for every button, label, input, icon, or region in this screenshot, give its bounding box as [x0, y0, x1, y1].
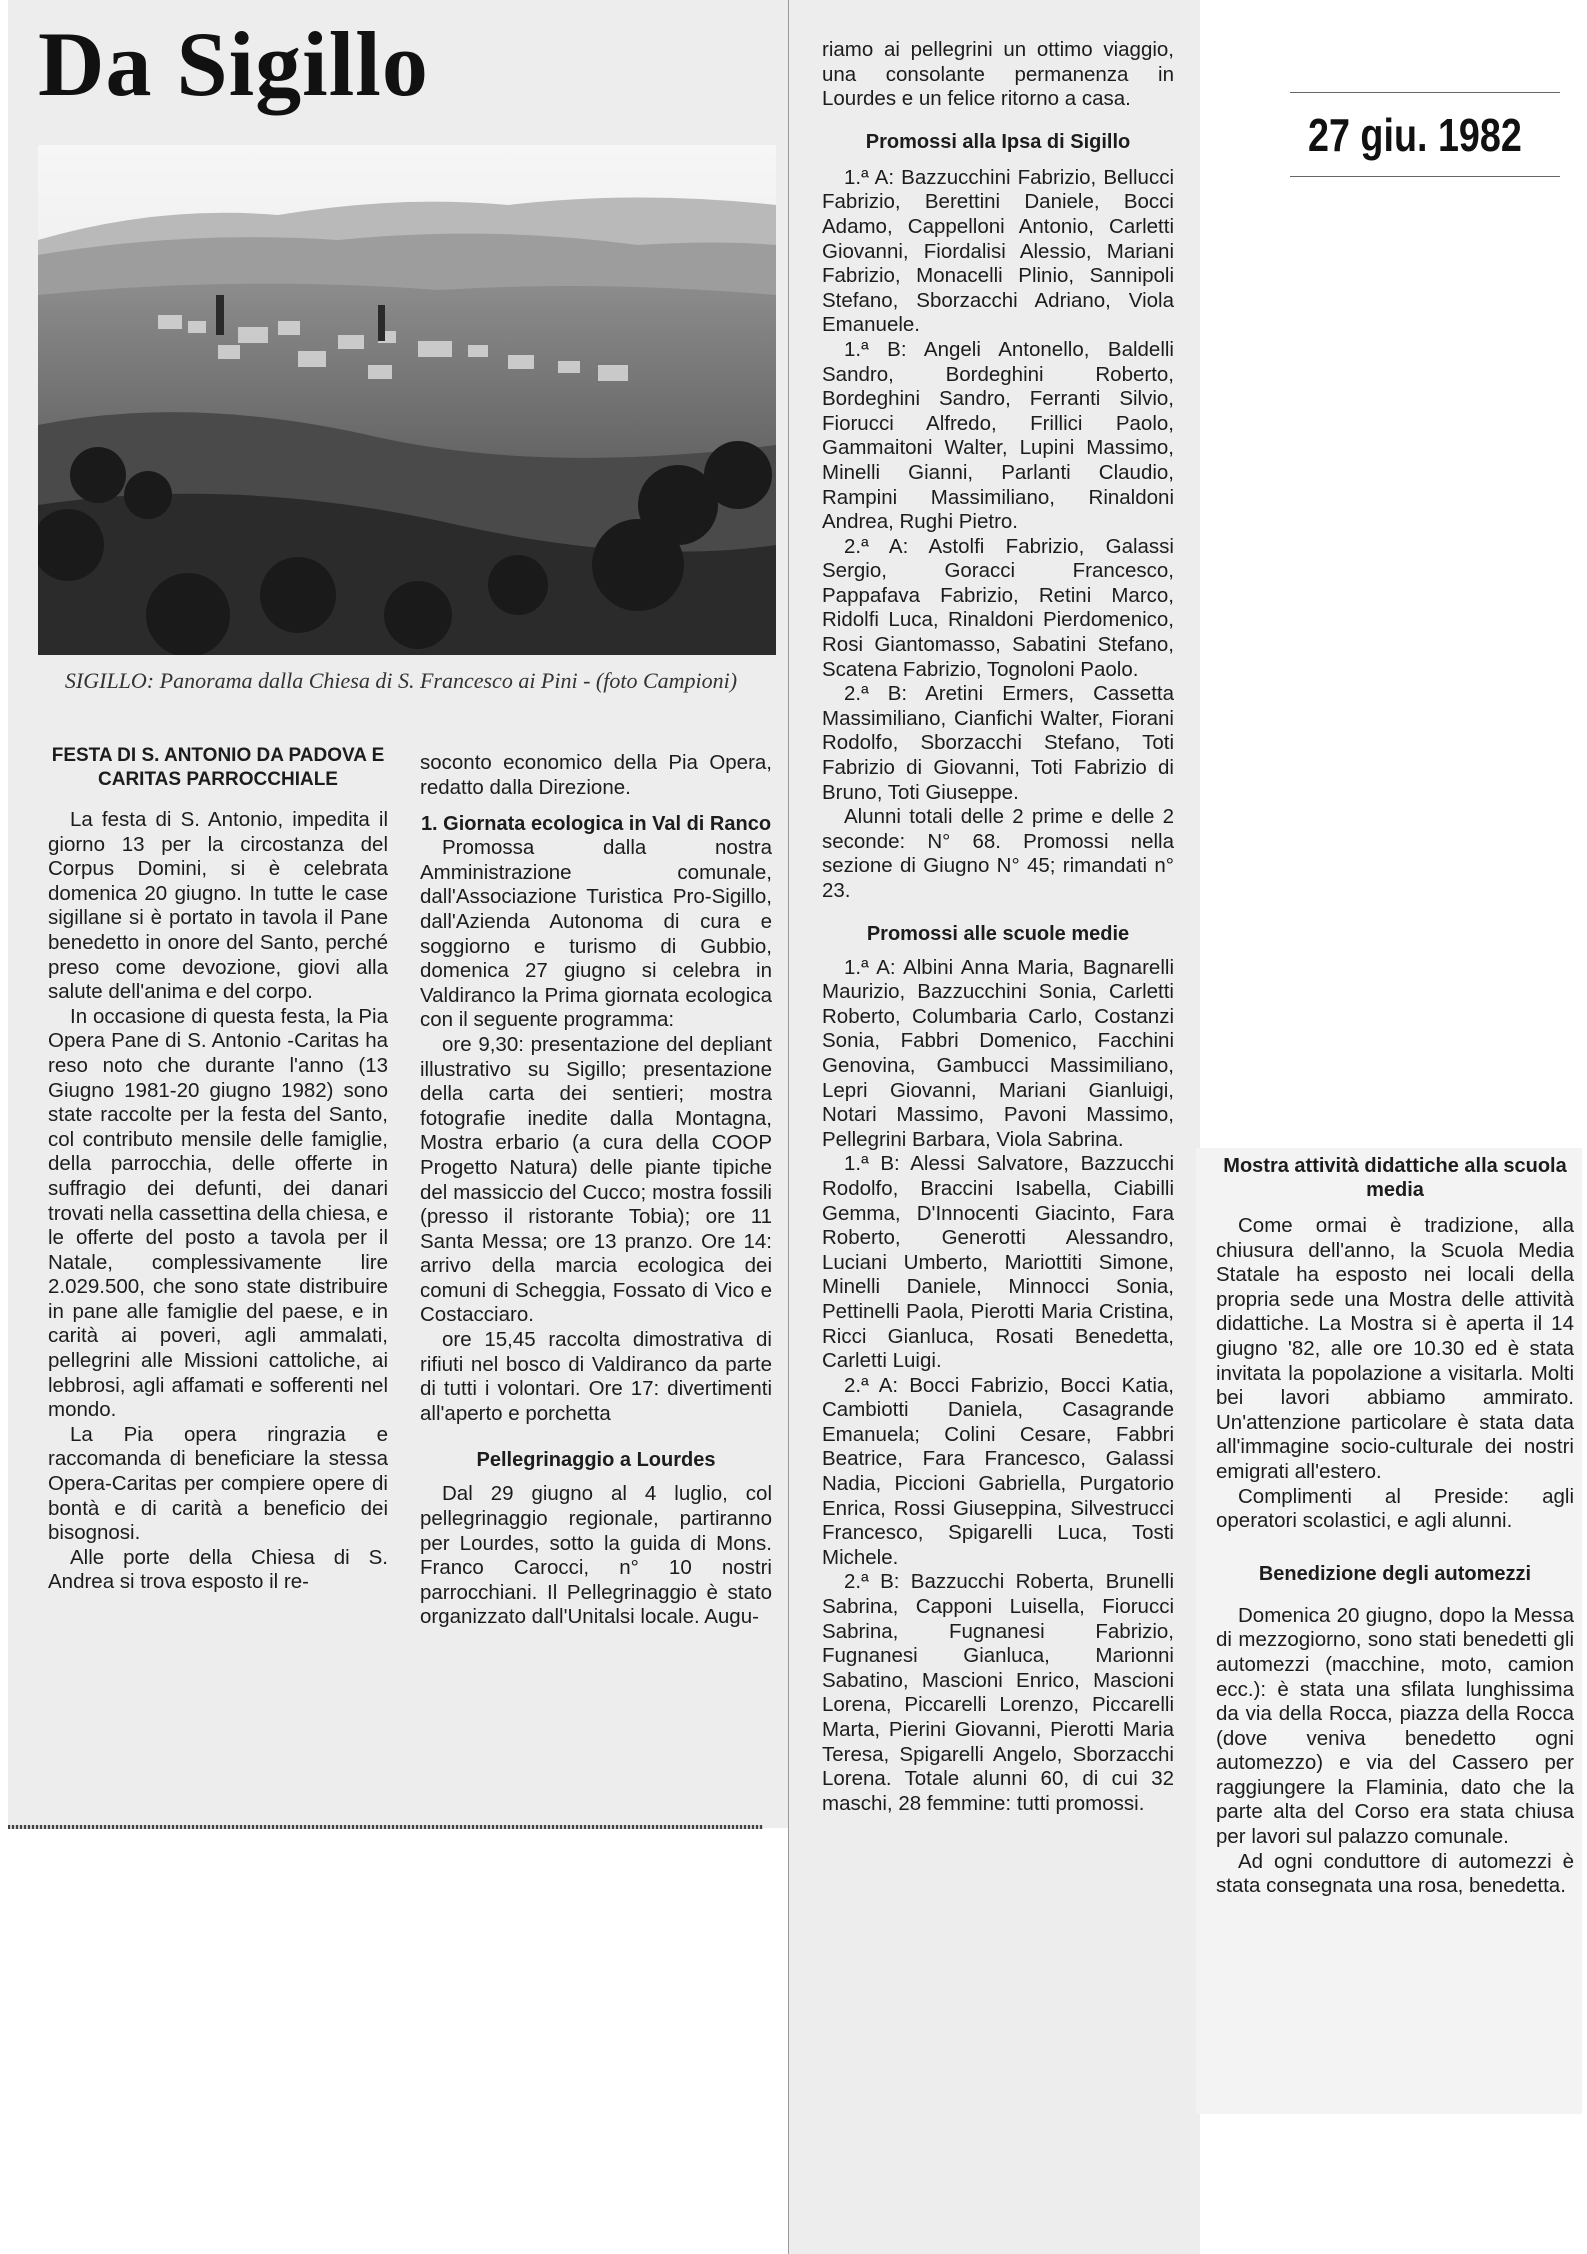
panorama-illustration	[38, 145, 776, 655]
photo-caption: SIGILLO: Panorama dalla Chiesa di S. Francesco ai Pini - (foto Campioni)	[64, 668, 738, 693]
heading-festa-s-antonio: FESTA DI S. ANTONIO DA PADOVA E CARITAS PARROCCHIALE	[51, 745, 385, 790]
mostra-paragraph: Complimenti al Preside: agli operatori scolastici, e agli alunni.	[1216, 1484, 1574, 1533]
festa-paragraph: La festa di S. Antonio, impedita il giorno 13 per la circostanza del Corpus Domini, si è celebrata domenica 20 giugno. In tutte le case sigillane si è portato in tavola il Pane benedetto in onore del Santo, perché preso come devozione, giovi alla salute dell'anima e del corpo.	[48, 808, 388, 1004]
date-rule-top	[1290, 92, 1560, 93]
mostra-paragraph: Come ormai è tradizione, alla chiusura dell'anno, la Scuola Media Statale ha esposto nei locali della propria sede una Mostra delle attività didattiche. La Mostra si è aperta il 14 giugno '82, alle ore 10.30 ed è stata invitata la popolazione a visitarla. Molti bei lavori abbiamo ammirato. Un'attenzione particolare è stata data all'immagine socio-culturale dei nostri emigrati all'estero.	[1216, 1214, 1574, 1483]
ecologica-paragraph: ore 9,30: presentazione del depliant illustrativo su Sigillo; presentazione della carta dei sentieri; mostra fotografie inedite dalla Montagna, Mostra erbario (a cura della COOP Progetto Natura) delle piante tipiche del massiccio del Cucco; mostra fossili (presso il ristorante Tobia); ore 11 Santa Messa; ore 13 pranzo. Ore 14: arrivo della marcia ecologica dei comuni di Scheggia, Fossato di Vico e Costacciaro.	[420, 1032, 772, 1327]
rendiconto-continuation: soconto economico della Pia Opera, redatto dalla Direzione.	[420, 751, 772, 799]
medie-class-list: 2.ª A: Bocci Fabrizio, Bocci Katia, Cambiotti Daniela, Casagrande Emanuela; Colini Cesare, Fabbri Beatrice, Fara Francesco, Galassi Nadia, Piccioni Gabriella, Purgatorio Enrica, Rossi Giuseppina, Silvestrucci Francesco, Spigarelli Luca, Tosti Michele.	[822, 1373, 1174, 1569]
medie-class-list: 2.ª B: Bazzucchi Roberta, Brunelli Sabrina, Capponi Luisella, Fiorucci Sabrina, Fugnanesi Fabrizio, Fugnanesi Gianluca, Marionni Sabatino, Mascioni Enrico, Mascioni Lorena, Piccarelli Lorenzo, Piccarelli Marta, Pierini Giovanni, Pierotti Maria Teresa, Spigarelli Angelo, Sborzacchi Lorena. Totale alunni 60, di cui 32 maschi, 28 femmine: tutti promossi.	[822, 1570, 1174, 1815]
ipsa-class-list: 1.ª B: Angeli Antonello, Baldelli Sandro, Bordeghini Roberto, Bordeghini Sandro, Ferranti Silvio, Fiorucci Alfredo, Frillici Paolo, Gammaitoni Walter, Lupini Massimo, Minelli Gianni, Parlanti Claudio, Rampini Massimiliano, Rinaldoni Andrea, Rughi Pietro.	[822, 337, 1174, 534]
ipsa-class-list: 1.ª A: Bazzucchini Fabrizio, Bellucci Fabrizio, Berettini Daniele, Bocci Adamo, Cappelloni Antonio, Carletti Giovanni, Fiordalisi Alessio, Mariani Fabrizio, Monacelli Plinio, Sannipoli Stefano, Sborzacchi Adriano, Viola Emanuele.	[822, 165, 1174, 337]
column-4	[1216, 1154, 1574, 1899]
masthead: Da Sigillo	[38, 13, 429, 115]
panorama-photo	[38, 145, 776, 655]
benedizione-paragraph: Ad ogni conduttore di automezzi è stata consegnata una rosa, benedetta.	[1216, 1849, 1574, 1898]
pellegrinaggio-paragraph: Dal 29 giugno al 4 luglio, col pellegrinaggio regionale, partiranno per Lourdes, sotto la guida di Mons. Franco Carocci, n° 10 nostri parrocchiani. Il Pellegrinaggio è stato organizzato dall'Unitalsi locale. Augu-	[420, 1482, 772, 1629]
heading-benedizione-automezzi: Benedizione degli automezzi	[1258, 1562, 1532, 1585]
ecologica-paragraph: Promossa dalla nostra Amministrazione comunale, dall'Associazione Turistica Pro-Sigillo, dall'Azienda Autonoma di cura e soggiorno e turismo di Gubbio, domenica 27 giugno si celebra in Valdiranco la Prima giornata ecologica con il seguente programma:	[420, 836, 772, 1032]
ipsa-totals: Alunni totali delle 2 prime e delle 2 seconde: N° 68. Promossi nella sezione di Giugno N° 45; rimandati n° 23.	[822, 805, 1174, 902]
medie-class-list: 1.ª B: Alessi Salvatore, Bazzucchi Rodolfo, Braccini Isabella, Ciabilli Gemma, D'Innocenti Giacinto, Fara Roberto, Generotti Alessandro, Luciani Umberto, Mariottiti Simone, Minelli Daniele, Minnocci Sonia, Pettinelli Paola, Pierotti Maria Cristina, Ricci Gianluca, Rosati Benedetta, Carletti Luigi.	[822, 1152, 1174, 1373]
ecologica-paragraph: ore 15,45 raccolta dimostrativa di rifiuti nel bosco di Valdiranco da parte di tutti i volontari. Ore 17: divertimenti all'aperto e porchetta	[420, 1328, 772, 1425]
heading-promossi-ipsa: Promossi alla Ipsa di Sigillo	[865, 130, 1131, 153]
lourdes-continuation: riamo ai pellegrini un ottimo viaggio, una consolante permanenza in Lourdes e un felice ritorno a casa.	[822, 38, 1174, 111]
festa-paragraph: In occasione di questa festa, la Pia Opera Pane di S. Antonio -Caritas ha reso noto che durante l'anno (13 Giugno 1981-20 giugno 1982) sono state raccolte per la festa del Santo, col contributo mensile delle famiglie, della parrocchia, delle offerte in suffragio dei defunti, dei danari trovati nella cassettina della chiesa, e le offerte del posto a tavola per il Natale, complessivamente lire 2.029.500, che sono state distribuire in pane alle famiglie del paese, e in carità ai poveri, agli ammalati, pellegrini alle Missioni cattoliche, ai lebbrosi, agli affamati e sofferenti nel mondo.	[48, 1004, 388, 1422]
column-2	[420, 751, 772, 1630]
clipping-edge-rule	[8, 1825, 763, 1829]
benedizione-paragraph: Domenica 20 giugno, dopo la Messa di mezzogiorno, sono stati benedetti gli automezzi (macchine, moto, camion ecc.): è stata una sfilata lunghissima da via della Rocca, piazza della Rocca (dove veniva benedetto ogni automezzo) e via del Cassero per raggiungere la Flaminia, dato che la parte alta del Corso era stata chiusa per lavori sul palazzo comunale.	[1216, 1603, 1574, 1849]
heading-giornata-ecologica: 1. Giornata ecologica in Val di Ranco	[420, 813, 772, 836]
festa-paragraph: Alle porte della Chiesa di S. Andrea si trova esposto il re-	[48, 1545, 388, 1594]
ipsa-class-list: 2.ª A: Astolfi Fabrizio, Galassi Sergio, Goracci Francesco, Pappafava Fabrizio, Retini Marco, Ridolfi Luca, Rinaldoni Pierdomenico, Rosi Giantomasso, Sabatini Stefano, Scatena Fabrizio, Tognoloni Paolo.	[822, 534, 1174, 681]
heading-promossi-medie: Promossi alle scuole medie	[866, 922, 1130, 945]
column-3	[822, 38, 1174, 1816]
medie-class-list: 1.ª A: Albini Anna Maria, Bagnarelli Maurizio, Bazzucchini Sonia, Carletti Roberto, Columbaria Carlo, Costanzi Sonia, Fabbri Domenico, Facchini Genovina, Gambucci Massimiliano, Lepri Giovanni, Mariani Gianluigi, Notari Massimo, Pavoni Massimo, Pellegrini Barbara, Viola Sabrina.	[822, 955, 1174, 1151]
column-1	[48, 744, 388, 1595]
heading-pellegrinaggio: Pellegrinaggio a Lourdes	[476, 1449, 716, 1472]
ipsa-class-list: 2.ª B: Aretini Ermers, Cassetta Massimiliano, Cianfichi Walter, Fiorani Rodolfo, Sborzacchi Stefano, Toti Fabrizio di Giovanni, Toti Fabrizio di Bruno, Toti Giuseppe.	[822, 682, 1174, 804]
date-stamp: 27 giu. 1982	[1308, 109, 1522, 161]
date-rule-bottom	[1290, 176, 1560, 177]
heading-mostra-attivita: Mostra attività didattiche alla scuola media	[1223, 1155, 1567, 1201]
festa-paragraph: La Pia opera ringrazia e raccomanda di beneficiare la stessa Opera-Caritas per compiere opere di bontà e di carità a beneficio dei bisognosi.	[48, 1422, 388, 1545]
column-divider	[788, 0, 789, 2254]
